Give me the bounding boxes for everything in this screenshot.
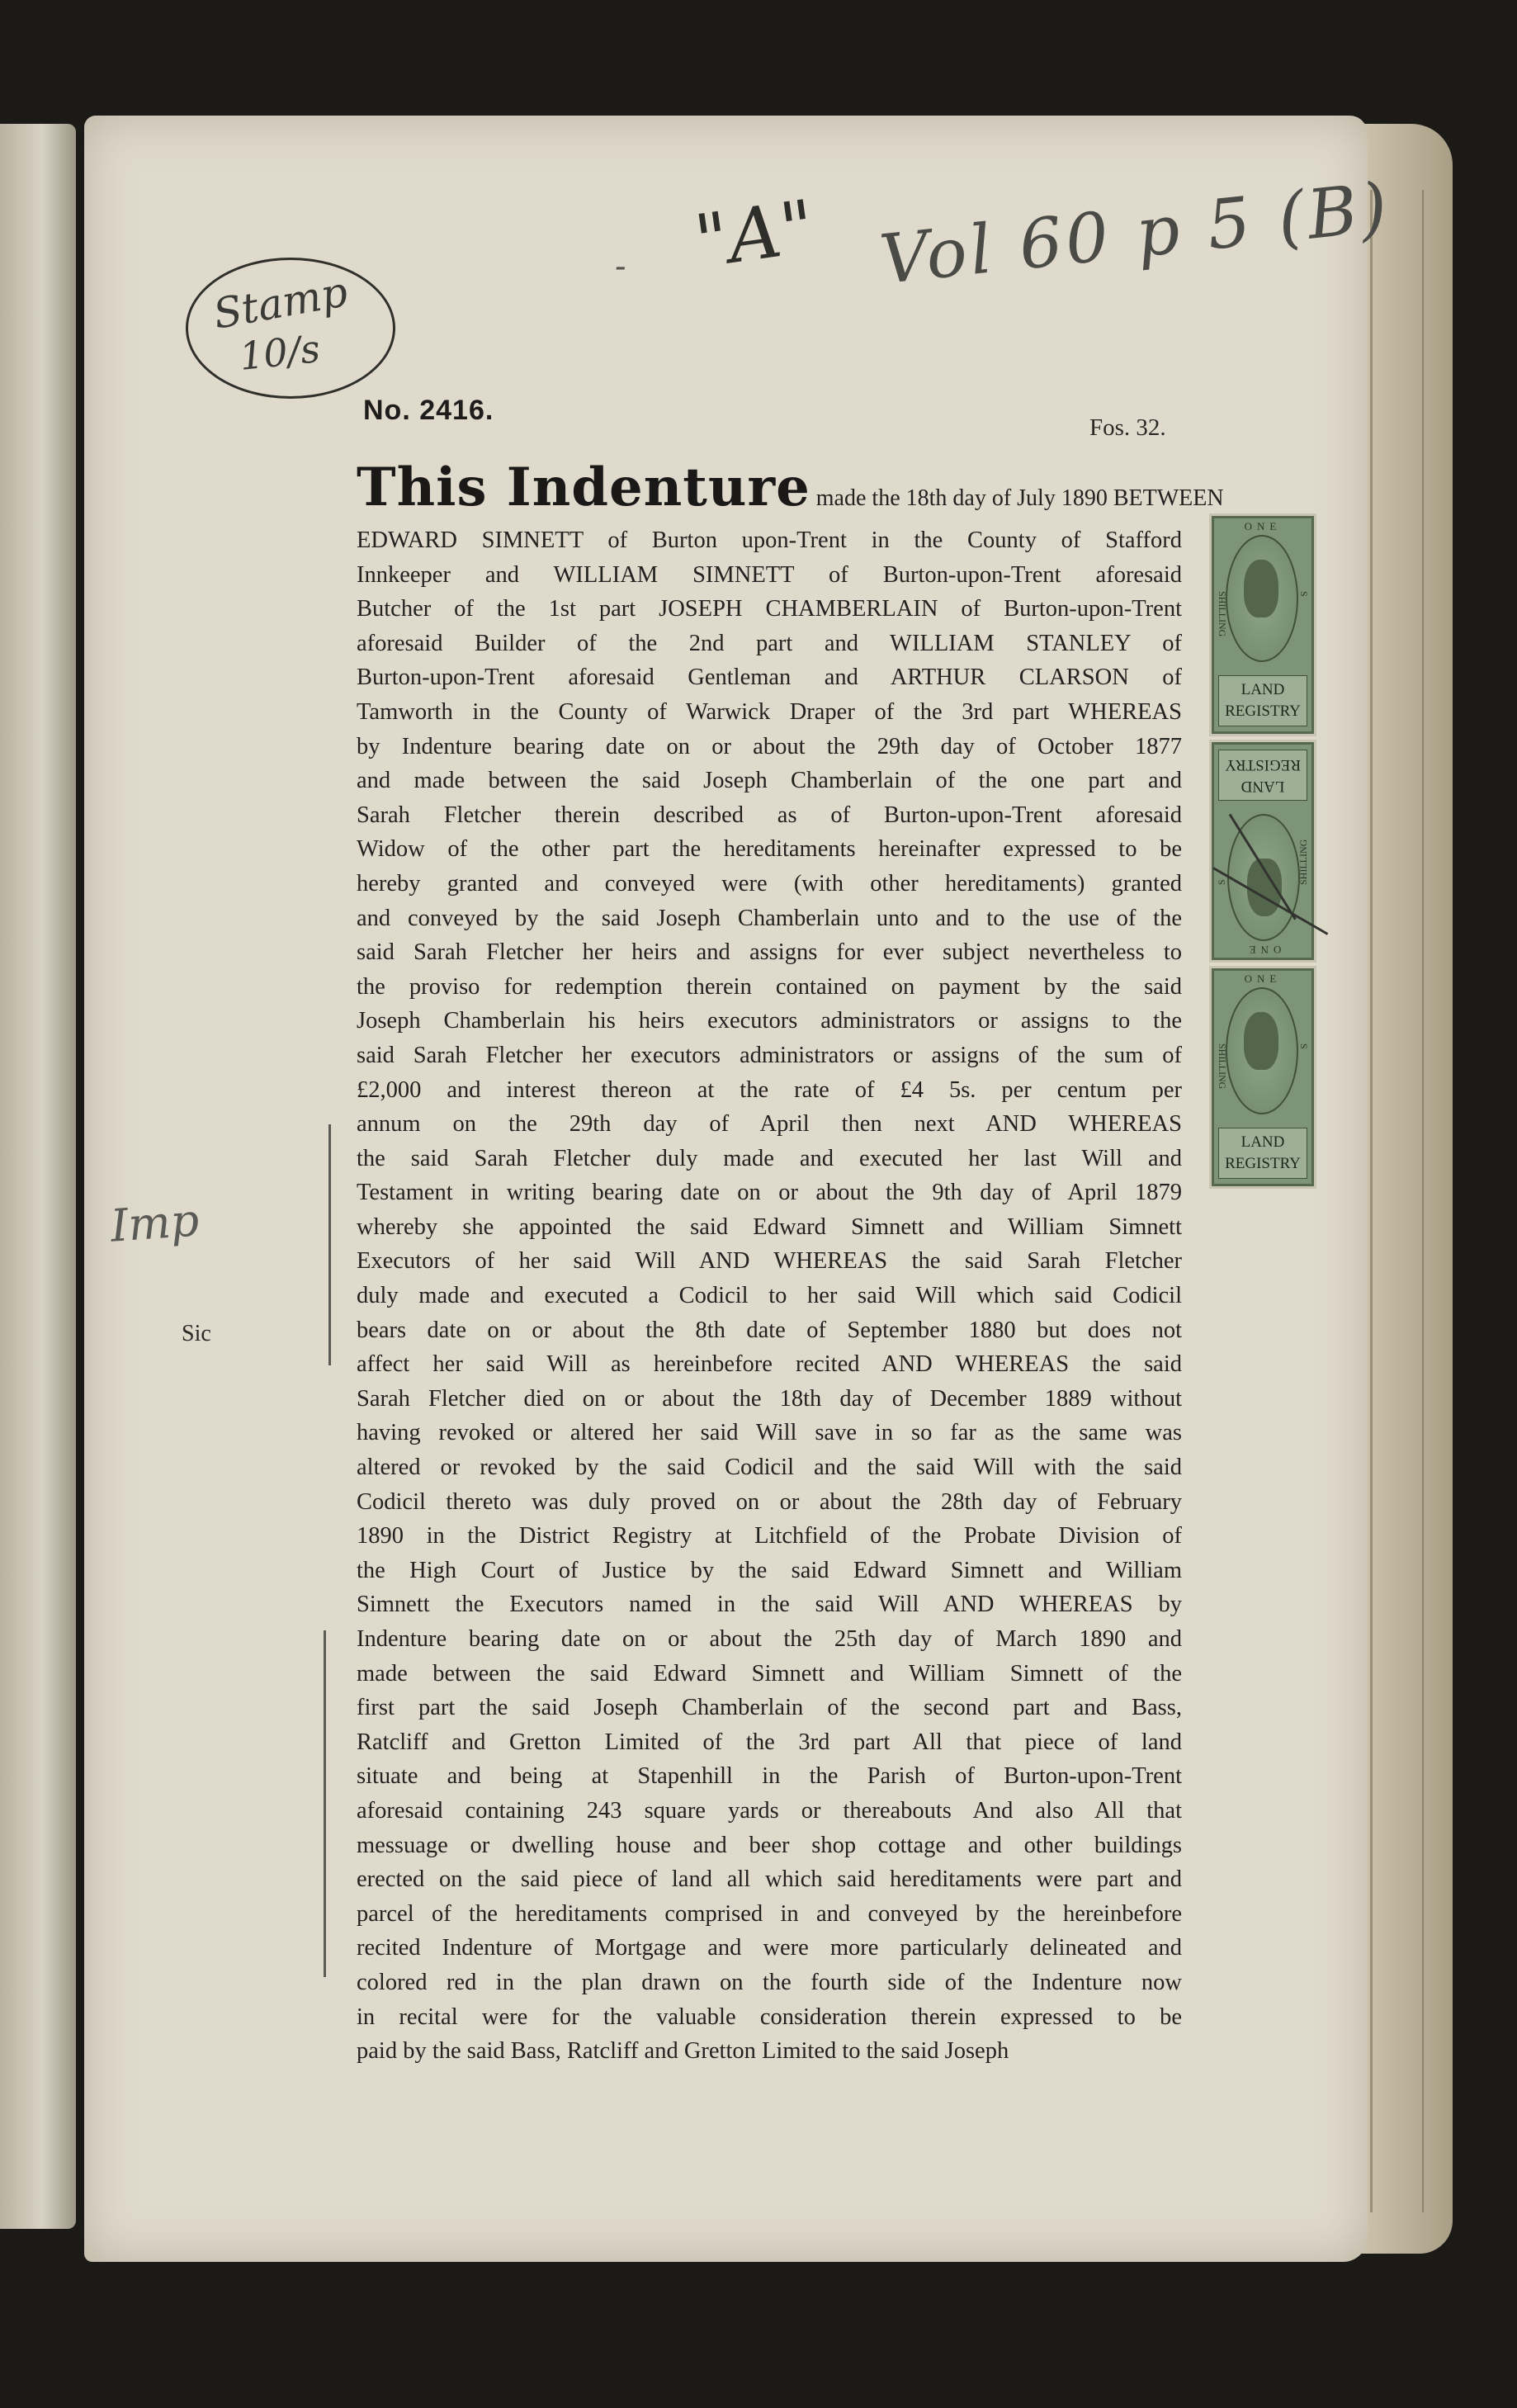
stamp-side-text: S [1216, 879, 1227, 885]
queen-head-icon [1244, 1012, 1278, 1070]
stamp-label-line: LAND [1241, 778, 1285, 795]
indenture-line: EDWARD SIMNETT of Burton upon-Trent in the County of Stafford [357, 527, 1182, 553]
indenture-line: Executors of her said Will AND WHEREAS the said Sarah Fletcher [357, 1248, 1182, 1275]
indenture-line: Burton-upon-Trent aforesaid Gentleman and ARTHUR CLARSON of [357, 665, 1182, 691]
stamp-label-line: REGISTRY [1225, 1155, 1301, 1172]
indenture-line: Innkeeper and WILLIAM SIMNETT of Burton-upon-Trent aforesaid [357, 561, 1182, 588]
stamp-denomination: ONE [1244, 944, 1282, 956]
indenture-line: Widow of the other part the hereditaments hereinafter expressed to be [357, 836, 1182, 863]
indenture-lines [357, 523, 1182, 2069]
indenture-line: said Sarah Fletcher her executors administrators or assigns of the sum of [357, 1042, 1182, 1068]
indenture-line: and conveyed by the said Joseph Chamberlain unto and to the use of the [357, 905, 1182, 931]
document-number: No. 2416. [363, 395, 494, 426]
indenture-line: whereby she appointed the said Edward Simnett and William Simnett [357, 1213, 1182, 1240]
indenture-line: aforesaid containing 243 square yards or thereabouts And also All that [357, 1797, 1182, 1824]
left-page-edge [0, 124, 76, 2229]
indenture-line: duly made and executed a Codicil to her said Will which said Codicil [357, 1283, 1182, 1309]
margin-note: Imp [108, 1194, 201, 1252]
indenture-line: situate and being at Stapenhill in the Parish of Burton-upon-Trent [357, 1763, 1182, 1790]
stamp-label [1218, 675, 1307, 726]
indenture-line: having revoked or altered her said Will save in so far as the same was [357, 1420, 1182, 1446]
indenture-line: 1890 in the District Registry at Litchfield of the Probate Division of [357, 1523, 1182, 1549]
indenture-line: parcel of the hereditaments comprised in and conveyed by the hereinbefore [357, 1900, 1182, 1927]
indenture-line: Sarah Fletcher therein described as of Burton-upon-Trent aforesaid [357, 802, 1182, 828]
indenture-line: Codicil thereto was duly proved on or about the 28th day of February [357, 1488, 1182, 1515]
indenture-line: bears date on or about the 8th date of September 1880 but does not [357, 1317, 1182, 1343]
stamp-side-text: SHILLING [1217, 1043, 1228, 1090]
indenture-opening-line [357, 452, 1224, 523]
indenture-line: and made between the said Joseph Chamberlain of the one part and [357, 768, 1182, 794]
indenture-line: paid by the said Bass, Ratcliff and Gretton Limited to the said Joseph [357, 2038, 1009, 2065]
indenture-line: Sarah Fletcher died on or about the 18th day of December 1889 without [357, 1385, 1182, 1412]
indenture-line: said Sarah Fletcher her heirs and assigns for ever subject nevertheless to [357, 939, 1182, 966]
indenture-line: the High Court of Justice by the said Edward Simnett and William [357, 1557, 1182, 1583]
revenue-stamp [1212, 516, 1314, 734]
indenture-line: Simnett the Executors named in the said Will AND WHEREAS by [357, 1592, 1182, 1618]
stamp-denomination: ONE [1244, 520, 1282, 532]
indenture-line: aforesaid Builder of the 2nd part and WILLIAM STANLEY of [357, 630, 1182, 656]
indenture-line: the said Sarah Fletcher duly made and executed her last Will and [357, 1145, 1182, 1171]
indenture-line: messuage or dwelling house and beer shop cottage and other buildings [357, 1832, 1182, 1858]
margin-sic: Sic [182, 1321, 211, 1346]
page-stack-lines [1370, 190, 1424, 2212]
indenture-line: Ratcliff and Gretton Limited of the 3rd part All that piece of land [357, 1729, 1182, 1755]
indenture-line: recited Indenture of Mortgage and were more particularly delineated and [357, 1935, 1182, 1961]
revenue-stamp [1212, 742, 1314, 960]
indenture-line: by Indenture bearing date on or about the 29th day of October 1877 [357, 733, 1182, 759]
stamp-label [1218, 1128, 1307, 1179]
indenture-line: Butcher of the 1st part JOSEPH CHAMBERLAIN of Burton-upon-Trent [357, 596, 1182, 622]
volume-reference: Vol 60 p 5 (B) [876, 168, 1395, 300]
indenture-line: made between the said Edward Simnett and William Simnett of the [357, 1660, 1182, 1687]
indenture-line: Testament in writing bearing date on or about the 9th day of April 1879 [357, 1180, 1182, 1206]
stamp-duty-note: Stamp [210, 267, 352, 338]
revenue-stamp [1212, 968, 1314, 1186]
indenture-line: Joseph Chamberlain his heirs executors administrators or assigns to the [357, 1008, 1182, 1034]
stamp-side-text: S [1298, 591, 1310, 597]
stamp-side-text: S [1298, 1043, 1310, 1049]
stamp-side-text: SHILLING [1217, 591, 1228, 637]
indenture-line: £2,000 and interest thereon at the rate of £4 5s. per centum per [357, 1076, 1182, 1103]
indenture-line: in recital were for the valuable consideration therein expressed to be [357, 2004, 1182, 2030]
revenue-stamps [1212, 516, 1316, 1195]
indenture-line: annum on the 29th day of April then next AND WHEREAS [357, 1111, 1182, 1138]
folio-count: Fos. 32. [1089, 414, 1166, 441]
indenture-line: colored red in the plan drawn on the fourth side of the Indenture now [357, 1969, 1182, 1995]
stamp-label [1218, 750, 1307, 801]
stamp-label-line: LAND [1241, 1133, 1285, 1151]
reference-dash: - [615, 248, 626, 286]
stamp-label-line: REGISTRY [1225, 703, 1301, 720]
stamp-denomination: ONE [1244, 972, 1282, 985]
indenture-title: This Indenture [357, 457, 810, 518]
queen-head-icon [1244, 560, 1278, 617]
indenture-line: Tamworth in the County of Warwick Draper of the 3rd part WHEREAS [357, 698, 1182, 725]
opening-clause: made the 18th day of July 1890 BETWEEN [815, 485, 1224, 511]
stamp-side-text: SHILLING [1297, 839, 1309, 885]
margin-bracket [328, 1124, 331, 1365]
indenture-line: first part the said Joseph Chamberlain of the second part and Bass, [357, 1695, 1182, 1721]
indenture-line: altered or revoked by the said Codicil and the said Will with the said [357, 1455, 1182, 1481]
stamp-duty-amount: 10/s [237, 326, 323, 379]
reference-letter: "A" [689, 183, 820, 285]
indenture-line: hereby granted and conveyed were (with other hereditaments) granted [357, 870, 1182, 896]
indenture-line: affect her said Will as hereinbefore recited AND WHEREAS the said [357, 1351, 1182, 1378]
indenture-line: the proviso for redemption therein contained on payment by the said [357, 973, 1182, 1000]
margin-bracket [324, 1630, 326, 1977]
stamp-label-line: REGISTRY [1225, 756, 1301, 773]
stamp-label-line: LAND [1241, 681, 1285, 698]
indenture-line: erected on the said piece of land all which said hereditaments were part and [357, 1866, 1182, 1893]
indenture-line: Indenture bearing date on or about the 25th day of March 1890 and [357, 1626, 1182, 1652]
